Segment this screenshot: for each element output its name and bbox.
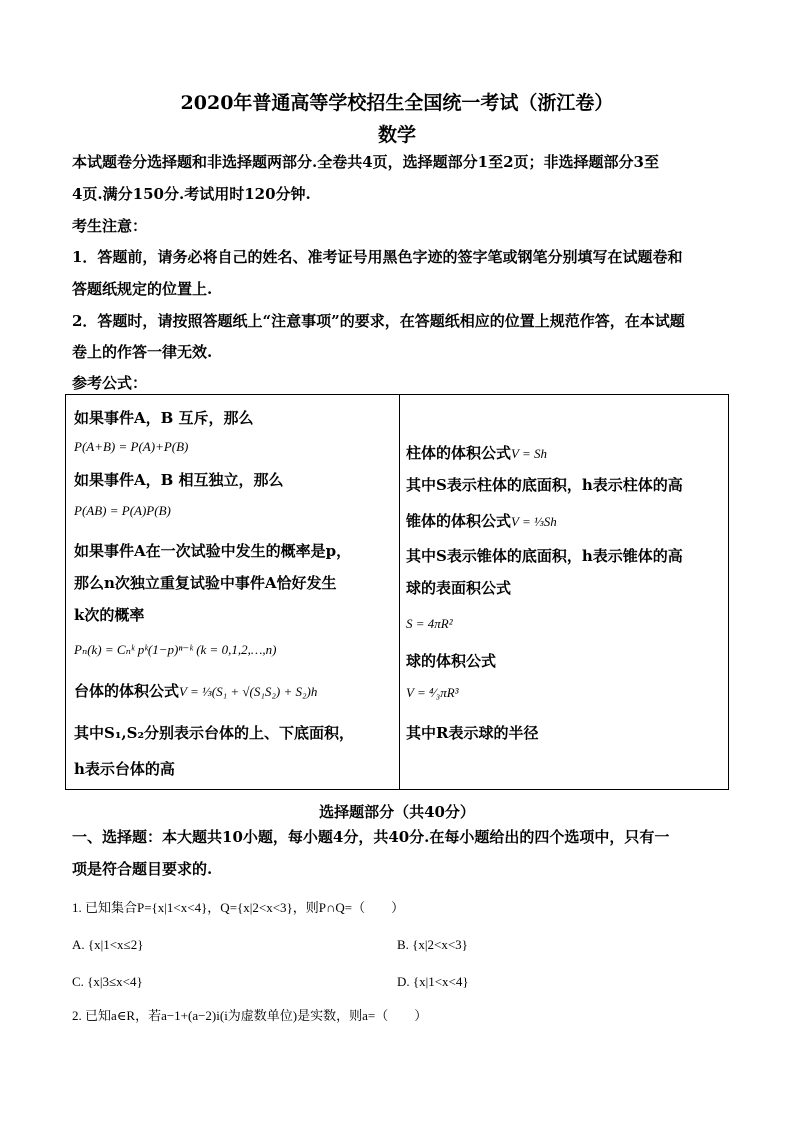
question-1-option-b: B. {x|2<x<3} [397, 937, 468, 952]
formula-left-8: Pₙ(k) = Cₙᵏ pᵏ(1−p)ⁿ⁻ᵏ (k = 0,1,2,…,n) [74, 642, 277, 657]
question-2-stem: 2. 已知a∈R，若a−1+(a−2)i(i为虚数单位)是实数，则a=（ ） [72, 1008, 428, 1023]
prism-volume-label: 柱体的体积公式 [406, 444, 512, 462]
formula-right-6: S = 4πR² [406, 616, 453, 631]
formula-left-1: 如果事件A，B 互斥，那么 [74, 409, 254, 427]
frustum-volume-formula: V = ⅓(S₁ + √(S₁S₂) + S₂)h [179, 684, 318, 699]
formula-right-8: V = ⁴⁄₃πR³ [406, 685, 459, 700]
formula-right-9: 其中R表示球的半径 [406, 724, 539, 742]
formula-right-7: 球的体积公式 [406, 652, 497, 670]
notice-item-2-line-1: 2．答题时，请按照答题纸上“注意事项”的要求，在答题纸相应的位置上规范作答，在本试题 [72, 312, 685, 330]
formula-left-3: 如果事件A，B 相互独立，那么 [74, 471, 284, 489]
prism-volume-formula: V = Sh [511, 446, 547, 461]
exam-title: 2020年普通高等学校招生全国统一考试（浙江卷） [180, 92, 614, 114]
formula-right-3 [406, 510, 557, 531]
formula-left-4: P(AB) = P(A)P(B) [74, 503, 171, 518]
formula-table-divider [399, 395, 400, 789]
question-1-stem: 1. 已知集合P={x|1<x<4}，Q={x|2<x<3}，则P∩Q=（ ） [72, 900, 405, 915]
notice-heading: 考生注意： [72, 217, 148, 235]
formula-right-5: 球的表面积公式 [406, 579, 512, 597]
formula-left-11: h表示台体的高 [74, 760, 175, 778]
formula-right-2: 其中S表示柱体的底面积，h表示柱体的高 [406, 476, 683, 494]
exam-subject: 数学 [377, 124, 416, 146]
formula-right-1 [406, 442, 547, 463]
notice-item-2-line-2: 卷上的作答一律无效. [72, 343, 213, 361]
formula-left-6: 那么n次独立重复试验中事件A恰好发生 [74, 574, 337, 592]
notice-item-1-line-2: 答题纸规定的位置上. [72, 280, 213, 298]
pyramid-volume-formula: V = ⅓Sh [511, 514, 557, 529]
intro-line-2: 4页.满分150分.考试用时120分钟. [72, 185, 311, 203]
formula-left-5: 如果事件A在一次试验中发生的概率是p， [74, 542, 352, 560]
formula-table [65, 394, 729, 790]
section-title: 选择题部分（共40分） [319, 803, 475, 821]
section-instructions-line-2: 项是符合题目要求的. [72, 860, 213, 878]
question-1-option-a: A. {x|1<x≤2} [72, 937, 144, 952]
formula-left-10: 其中S₁,S₂分别表示台体的上、下底面积， [74, 724, 355, 742]
question-1-option-d: D. {x|1<x<4} [397, 974, 469, 989]
formula-right-4: 其中S表示锥体的底面积，h表示锥体的高 [406, 547, 683, 565]
question-1-option-c: C. {x|3≤x<4} [72, 974, 143, 989]
formula-left-7: k次的概率 [74, 606, 145, 624]
intro-line-1: 本试题卷分选择题和非选择题两部分.全卷共4页，选择题部分1至2页；非选择题部分3至 [72, 153, 659, 171]
formulas-heading: 参考公式： [72, 374, 148, 392]
formula-left-9 [74, 680, 317, 701]
frustum-volume-label: 台体的体积公式 [74, 682, 180, 700]
section-instructions-line-1: 一、选择题：本大题共10小题，每小题4分，共40分.在每小题给出的四个选项中，只有一 [72, 828, 670, 846]
pyramid-volume-label: 锥体的体积公式 [406, 512, 512, 530]
notice-item-1-line-1: 1．答题前，请务必将自己的姓名、准考证号用黑色字迹的签字笔或钢笔分别填写在试题卷和 [72, 248, 683, 266]
formula-left-2: P(A+B) = P(A)+P(B) [74, 439, 189, 454]
